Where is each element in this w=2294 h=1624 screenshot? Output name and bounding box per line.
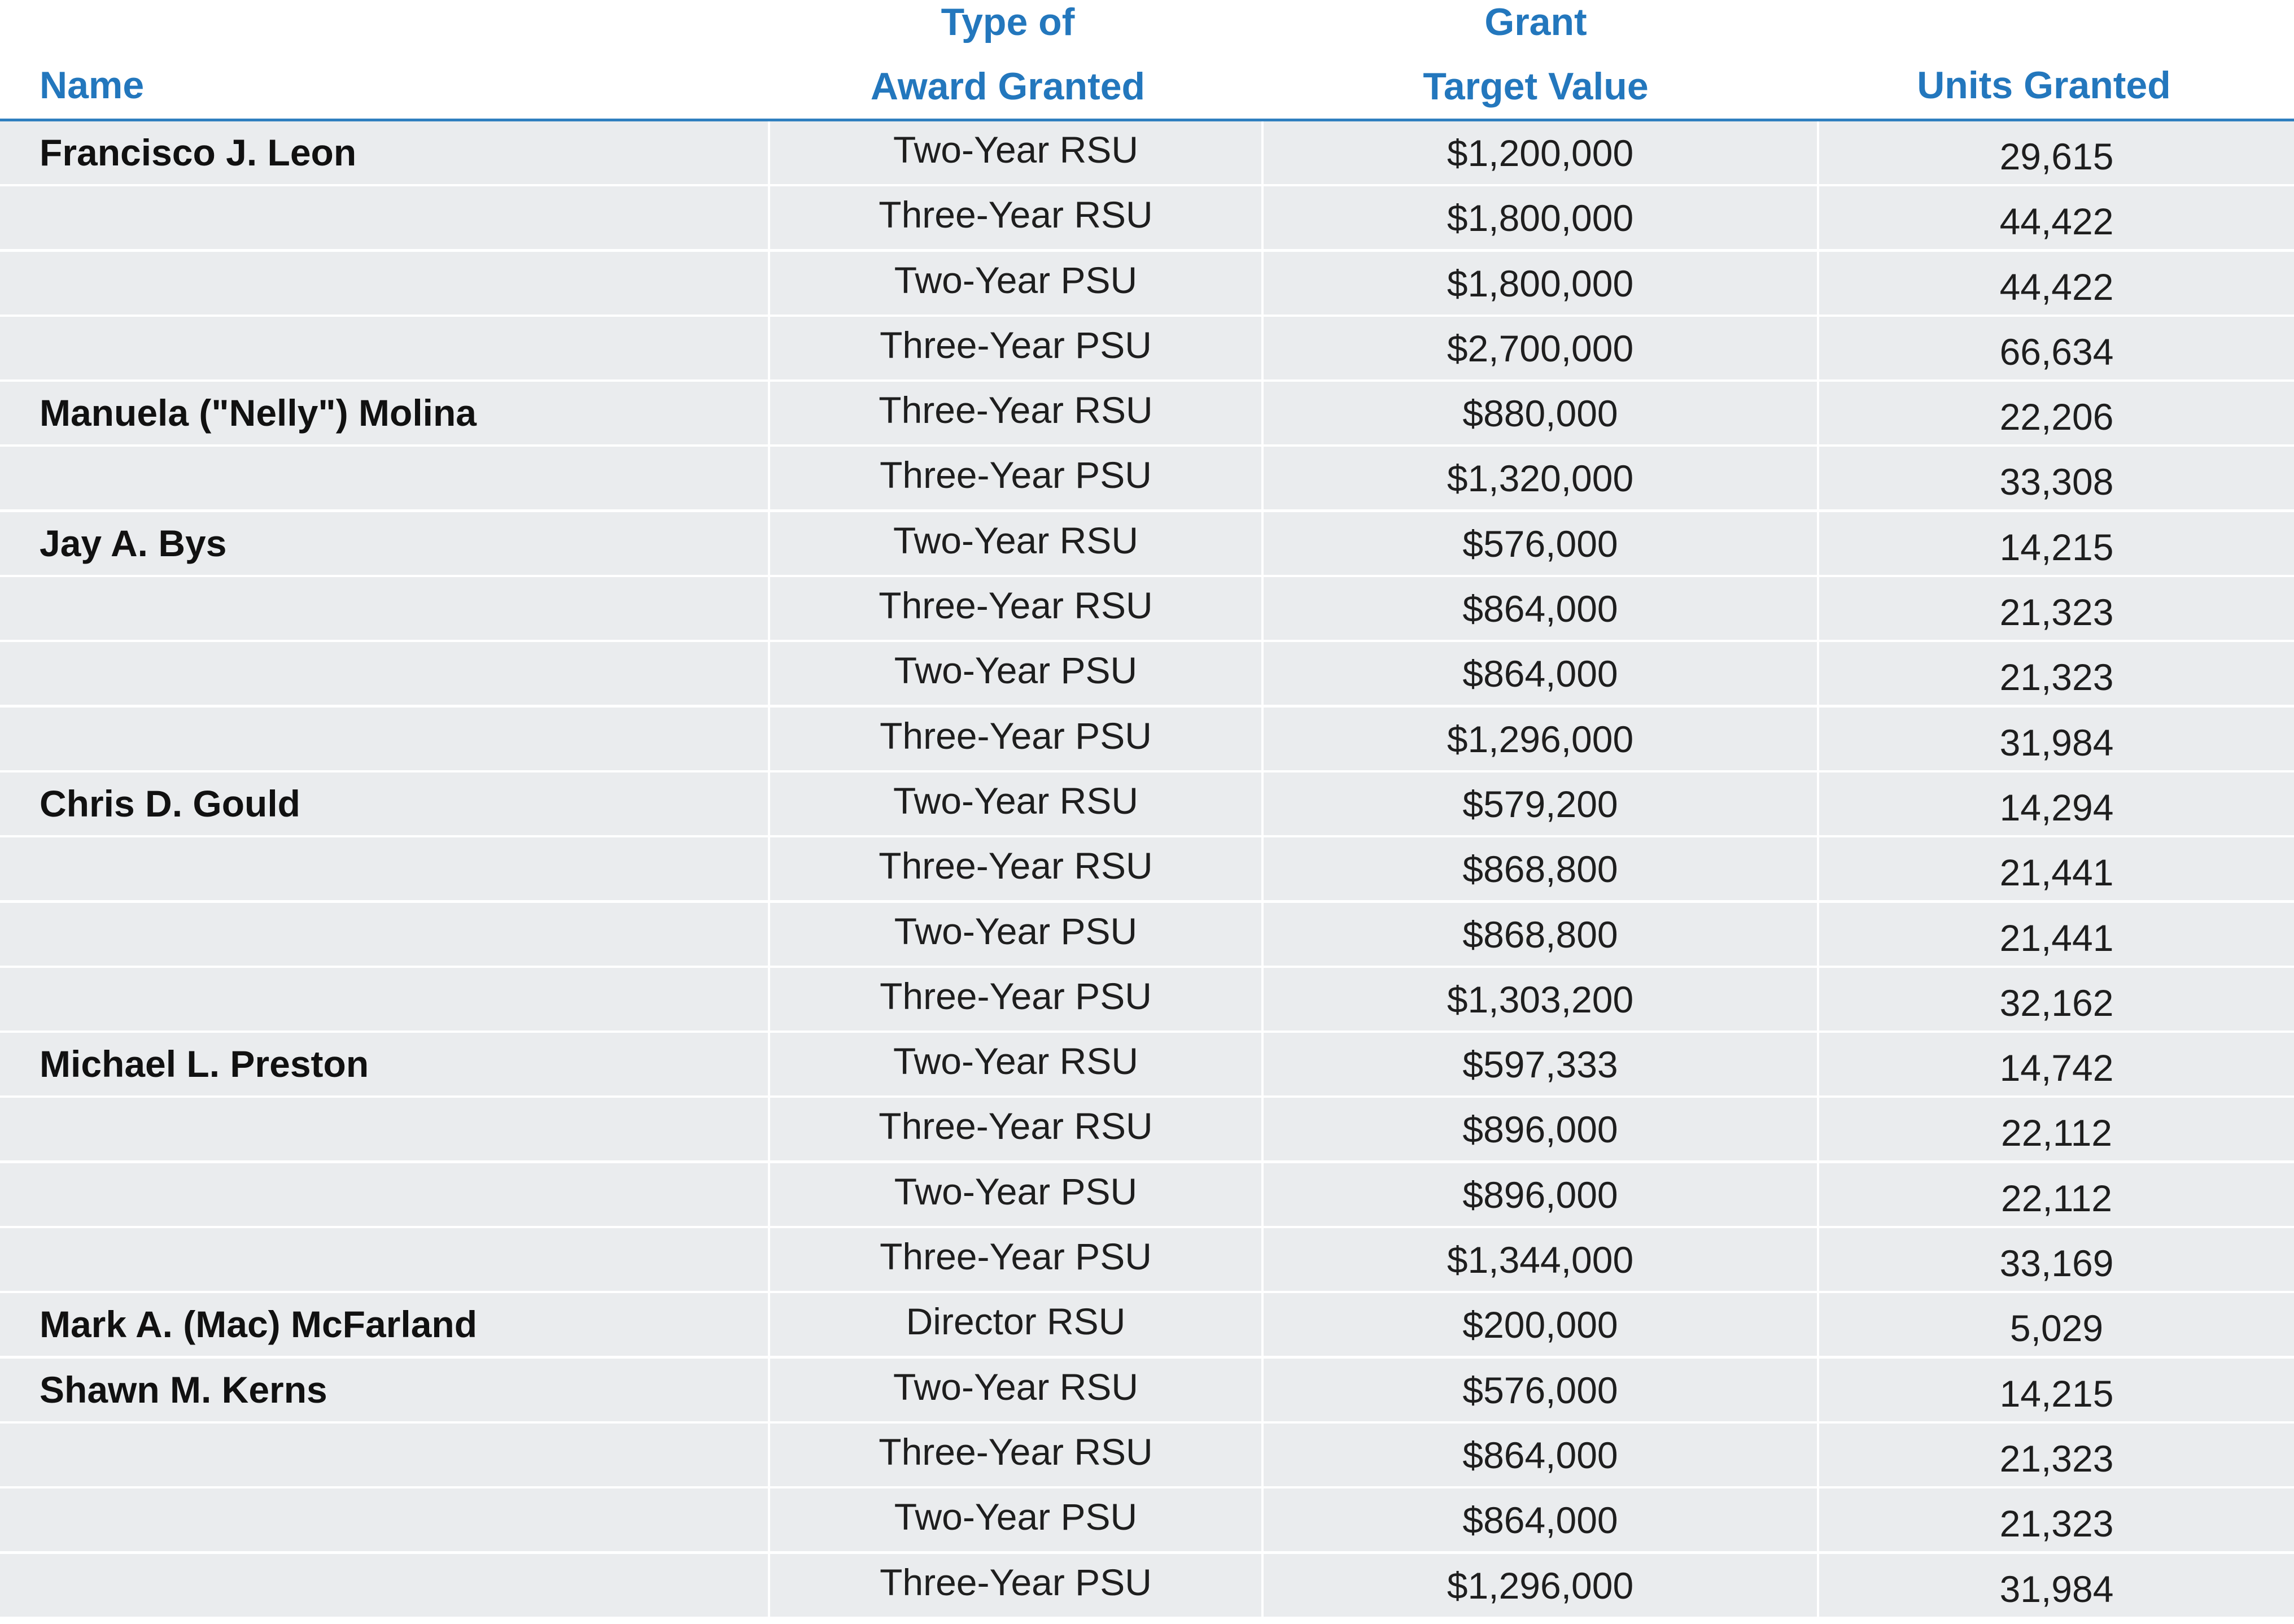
table-header [0,0,2294,121]
award-type-cell: Two-Year RSU [770,1033,1261,1095]
table-row [0,903,2294,968]
name-cell [0,186,768,249]
table-row [0,577,2294,642]
units-granted-cell: 21,323 [1819,577,2294,640]
units-granted-cell: 32,162 [1819,968,2294,1031]
table-row [0,1488,2294,1553]
table-row [0,1554,2294,1619]
units-granted-cell: 33,169 [1819,1228,2294,1291]
name-cell: Manuela ("Nelly") Molina [0,382,768,444]
table-row [0,1228,2294,1293]
target-value-cell: $864,000 [1264,1424,1817,1486]
target-value-cell: $864,000 [1264,1488,1817,1551]
table-row [0,1293,2294,1358]
target-value-cell: $896,000 [1264,1098,1817,1160]
name-cell: Shawn M. Kerns [0,1359,768,1421]
column-header-target-value-line1: Grant [1484,1,1587,43]
units-granted-cell: 14,294 [1819,772,2294,835]
target-value-cell: $200,000 [1264,1293,1817,1356]
table-row [0,1033,2294,1098]
award-type-cell: Three-Year RSU [770,1098,1261,1160]
target-value-cell: $576,000 [1264,512,1817,575]
target-value-cell: $868,800 [1264,837,1817,900]
column-header-name-label: Name [40,64,145,107]
target-value-cell: $1,303,200 [1264,968,1817,1031]
name-cell [0,252,768,315]
target-value-cell: $864,000 [1264,577,1817,640]
units-granted-cell: 31,984 [1819,708,2294,770]
name-cell: Mark A. (Mac) McFarland [0,1293,768,1356]
table-row [0,252,2294,317]
award-type-cell: Three-Year RSU [770,1424,1261,1486]
column-header-target-value [1282,0,1790,119]
target-value-cell: $1,800,000 [1264,252,1817,315]
award-type-cell: Two-Year PSU [770,252,1261,315]
target-value-cell: $1,800,000 [1264,186,1817,249]
target-value-cell: $579,200 [1264,772,1817,835]
units-granted-cell: 66,634 [1819,317,2294,379]
name-cell [0,1098,768,1160]
target-value-cell: $868,800 [1264,903,1817,966]
units-granted-cell: 44,422 [1819,252,2294,315]
name-cell [0,642,768,705]
award-type-cell: Three-Year PSU [770,317,1261,379]
units-granted-cell: 22,112 [1819,1163,2294,1226]
table-row [0,447,2294,512]
column-header-units-granted [1818,53,2270,117]
units-granted-cell: 14,215 [1819,1359,2294,1421]
award-type-cell: Two-Year RSU [770,512,1261,575]
award-type-cell: Three-Year RSU [770,577,1261,640]
column-header-units-granted-label: Units Granted [1917,64,2171,107]
name-cell [0,1554,768,1617]
award-type-cell: Two-Year PSU [770,903,1261,966]
award-type-cell: Two-Year RSU [770,1359,1261,1421]
units-granted-cell: 21,323 [1819,642,2294,705]
award-type-cell: Three-Year PSU [770,1228,1261,1291]
units-granted-cell: 22,206 [1819,382,2294,444]
units-granted-cell: 31,984 [1819,1554,2294,1617]
units-granted-cell: 21,323 [1819,1424,2294,1486]
award-type-cell: Three-Year RSU [770,186,1261,249]
target-value-cell: $576,000 [1264,1359,1817,1421]
target-value-cell: $1,344,000 [1264,1228,1817,1291]
units-granted-cell: 14,215 [1819,512,2294,575]
award-type-cell: Two-Year RSU [770,121,1261,184]
units-granted-cell: 22,112 [1819,1098,2294,1160]
units-granted-cell: 21,441 [1819,903,2294,966]
award-type-cell: Two-Year PSU [770,1163,1261,1226]
table-row [0,382,2294,447]
award-type-cell: Three-Year PSU [770,708,1261,770]
units-granted-cell: 21,323 [1819,1488,2294,1551]
name-cell: Francisco J. Leon [0,121,768,184]
units-granted-cell: 29,615 [1819,121,2294,184]
table-row [0,317,2294,382]
column-header-award-type-line1: Type of [941,1,1075,43]
table-body [0,121,2294,1619]
table-row [0,186,2294,251]
name-cell: Jay A. Bys [0,512,768,575]
name-cell [0,1488,768,1551]
award-type-cell: Three-Year PSU [770,968,1261,1031]
units-granted-cell: 21,441 [1819,837,2294,900]
award-type-cell: Three-Year RSU [770,382,1261,444]
column-header-award-type-line2: Award Granted [870,65,1146,108]
name-cell [0,968,768,1031]
units-granted-cell: 44,422 [1819,186,2294,249]
units-granted-cell: 33,308 [1819,447,2294,509]
column-header-name [40,53,144,117]
target-value-cell: $2,700,000 [1264,317,1817,379]
column-header-award-type [768,0,1248,119]
table-row [0,708,2294,772]
name-cell [0,1228,768,1291]
table-row [0,837,2294,902]
award-type-cell: Two-Year PSU [770,1488,1261,1551]
name-cell [0,1424,768,1486]
name-cell [0,447,768,509]
name-cell: Chris D. Gould [0,772,768,835]
name-cell [0,837,768,900]
table-row [0,1163,2294,1228]
name-cell: Michael L. Preston [0,1033,768,1095]
name-cell [0,708,768,770]
table-row [0,772,2294,837]
name-cell [0,903,768,966]
award-type-cell: Director RSU [770,1293,1261,1356]
table-row [0,968,2294,1033]
award-type-cell: Three-Year PSU [770,447,1261,509]
units-granted-cell: 14,742 [1819,1033,2294,1095]
target-value-cell: $1,296,000 [1264,708,1817,770]
table-row [0,1098,2294,1163]
units-granted-cell: 5,029 [1819,1293,2294,1356]
target-value-cell: $1,296,000 [1264,1554,1817,1617]
name-cell [0,317,768,379]
table-row [0,121,2294,186]
target-value-cell: $896,000 [1264,1163,1817,1226]
table-row [0,1424,2294,1488]
target-value-cell: $1,200,000 [1264,121,1817,184]
table-row [0,642,2294,707]
name-cell [0,1163,768,1226]
column-header-target-value-line2: Target Value [1423,65,1649,108]
target-value-cell: $864,000 [1264,642,1817,705]
table-row [0,512,2294,577]
award-type-cell: Two-Year PSU [770,642,1261,705]
award-type-cell: Three-Year RSU [770,837,1261,900]
target-value-cell: $880,000 [1264,382,1817,444]
award-type-cell: Two-Year RSU [770,772,1261,835]
target-value-cell: $597,333 [1264,1033,1817,1095]
award-type-cell: Three-Year PSU [770,1554,1261,1617]
target-value-cell: $1,320,000 [1264,447,1817,509]
name-cell [0,577,768,640]
table-row [0,1359,2294,1424]
